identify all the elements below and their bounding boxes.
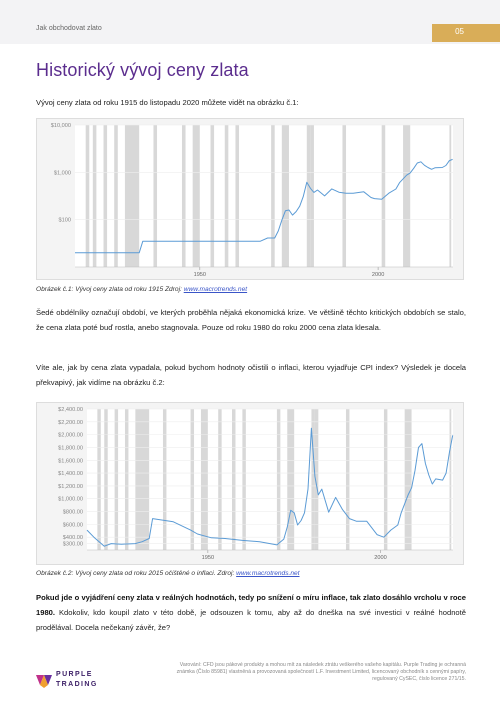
recession-band (182, 125, 186, 267)
recession-band (163, 409, 166, 550)
x-tick-label: 1950 (201, 555, 215, 561)
recession-band (114, 125, 118, 267)
recession-band (86, 125, 90, 267)
recession-band (104, 409, 107, 550)
y-tick-label: $600.00 (62, 522, 83, 529)
recession-band (277, 409, 280, 550)
recession-band (104, 125, 108, 267)
recession-band (218, 409, 221, 550)
recession-band (191, 409, 194, 550)
y-tick-label: $300.00 (62, 541, 83, 548)
recession-band (135, 409, 149, 550)
recession-band (382, 125, 386, 267)
recession-band (271, 125, 275, 267)
recession-band (93, 125, 97, 267)
y-tick-label: $2,000.00 (58, 432, 83, 439)
logo-diamond-icon (36, 672, 52, 688)
figure-2 (36, 402, 464, 565)
recession-band (235, 125, 239, 267)
recession-band (232, 409, 235, 550)
recession-band (125, 125, 139, 267)
recession-band (346, 409, 349, 550)
recession-band (307, 125, 311, 267)
logo-line-1: PURPLE (56, 671, 93, 678)
recession-band (403, 125, 410, 267)
gold-price-real-chart (37, 403, 463, 564)
page-title: Historický vývoj ceny zlata (36, 60, 249, 80)
recession-band (193, 125, 200, 267)
recession-band (225, 125, 229, 267)
figure-1-caption (36, 286, 247, 293)
page-number: 05 (455, 27, 464, 36)
recession-band (282, 125, 289, 267)
y-tick-label: $1,800.00 (58, 445, 83, 452)
recession-band (201, 409, 208, 550)
y-tick-label: $10,000 (50, 123, 71, 129)
y-tick-label: $800.00 (62, 509, 83, 516)
conclusion-paragraph (36, 590, 466, 635)
recession-band (342, 125, 346, 267)
x-tick-label: 1950 (193, 272, 207, 278)
recession-band (153, 125, 157, 267)
recession-paragraph: Šedé obdélníky označují období, ve kterých proběhla nějaká ekonomická krize. Ve většině těchto kritických obdobích se stalo, že cena zlata poté buď rostla, anebo stagnovala. Pouze od roku 1980 do roku 2000 cena zlata klesala. (36, 308, 466, 332)
recession-band (242, 409, 245, 550)
figure-1 (36, 118, 464, 280)
y-tick-label: $100 (58, 217, 71, 224)
y-tick-label: $1,200.00 (58, 483, 83, 490)
recession-band (384, 409, 387, 550)
conclusion-rest: Kdokoliv, kdo koupil zlato v této době, je odsouzen k tomu, aby až do dneška na své investici v reálné hodnotě prodělával. Docela nečekaný závěr, že? (36, 608, 466, 632)
x-tick-label: 2000 (374, 555, 387, 561)
recession-band (405, 409, 412, 550)
figure-2-caption-text: Obrázek č.2: Vývoj ceny zlata od roku 2015 očištěné o inflaci. Zdroj: (36, 570, 237, 577)
y-tick-label: $1,000.00 (58, 496, 83, 503)
logo-text (56, 670, 98, 690)
figure-1-source-link[interactable]: www.macrotrends.net (183, 286, 248, 293)
recession-band (97, 409, 100, 550)
conclusion-bold: Pokud jde o vyjádření ceny zlata v reálných hodnotách, tedy po snížení o míru inflace, tak zlato dosáhlo vrcholu v roce 1980. (36, 593, 466, 617)
y-tick-label: $2,400.00 (58, 407, 83, 413)
figure-2-source-link[interactable]: www.macrotrends.net (236, 570, 300, 577)
x-tick-label: 2000 (371, 272, 385, 278)
page-header (0, 0, 500, 44)
intro-paragraph: Vývoj ceny zlata od roku 1915 do listopadu 2020 můžete vidět na obrázku č.1: (36, 98, 299, 107)
recession-band (211, 125, 215, 267)
gold-price-nominal-chart (37, 119, 463, 279)
recession-band (287, 409, 294, 550)
header-title: Jak obchodovat zlato (36, 25, 102, 32)
figure-1-caption-text: Obrázek č.1: Vývoj ceny zlata od roku 1915 Zdroj: (36, 286, 184, 293)
recession-band (310, 125, 314, 267)
recession-band (115, 409, 118, 550)
recession-band (450, 409, 452, 550)
figure-2-caption (36, 570, 300, 577)
recession-band (449, 125, 451, 267)
risk-disclaimer: Varování: CFD jsou pákové produkty a mohou mít za následek ztrátu veškerého vašeho kapitálu. Purple Trading je ochranná známka (Číslo 85981) vlastněná a provozovaná společností L.F. Investment Limited, licencovaný obchodník s cennými papíry, regulovaný CySEC, číslo licence 271/15. (176, 662, 466, 682)
y-tick-label: $400.00 (62, 535, 83, 542)
y-tick-label: $2,200.00 (58, 419, 83, 426)
logo-line-2: TRADING (56, 681, 98, 688)
y-tick-label: $1,000 (53, 170, 71, 177)
purple-trading-logo (36, 670, 156, 694)
y-tick-label: $1,400.00 (58, 471, 83, 478)
inflation-paragraph: Víte ale, jak by cena zlata vypadala, pokud bychom hodnoty očistili o inflaci, kterou vyjadřuje CPI index? Výsledek je docela překvapivý, jak vidíme na obrázku č.2: (36, 363, 466, 387)
page-number-badge (432, 24, 500, 42)
y-tick-label: $1,600.00 (58, 458, 83, 465)
recession-band (125, 409, 128, 550)
